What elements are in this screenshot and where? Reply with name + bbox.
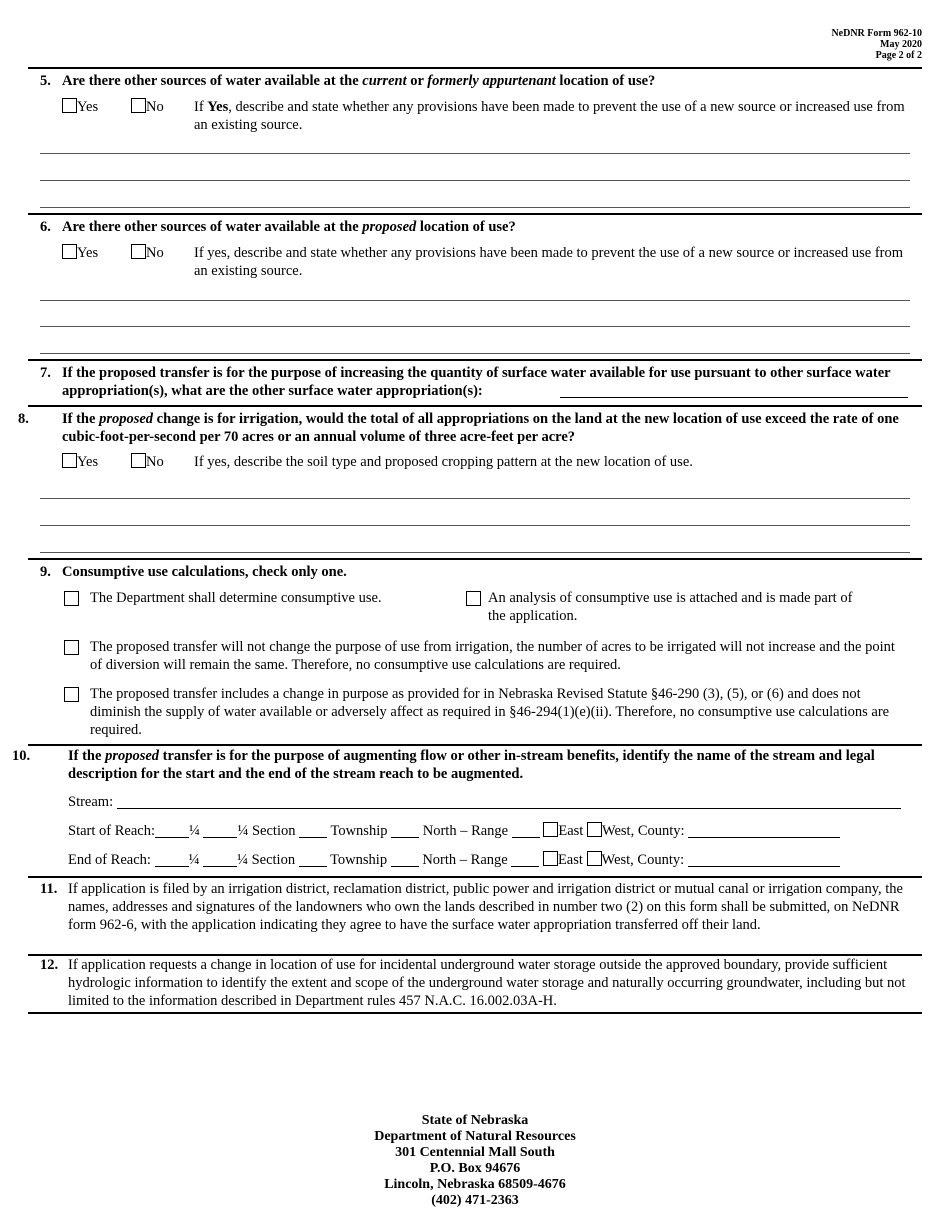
q9-option-change-purpose-checkbox[interactable] (64, 687, 79, 702)
q6-answer-line-1[interactable] (40, 300, 910, 301)
question-7: 7. If the proposed transfer is for the purpose of increasing the quantity of surface water available for use pursuant to other surface water appropriation(s), what are the other surface water appropriation(s): (40, 365, 891, 399)
start-east-checkbox[interactable] (543, 822, 558, 837)
q9-option-department-checkbox[interactable] (64, 591, 79, 606)
end-quarter-field[interactable] (155, 852, 189, 867)
q5-no-option[interactable]: No (131, 98, 164, 116)
start-section-field[interactable] (299, 823, 327, 838)
q9-option-no-change[interactable]: The proposed transfer will not change the purpose of use from irrigation, the number of acres to be irrigated will not increase and the point of diversion will remain the same. Therefore, no consumptive use calculations are required. (64, 638, 910, 678)
question-9: 9. Consumptive use calculations, check only one. (40, 564, 347, 580)
divider (28, 359, 922, 361)
q5-answer-line-2[interactable] (40, 180, 910, 181)
footer-po-box: P.O. Box 94676 (429, 1161, 521, 1176)
end-west-checkbox[interactable] (587, 851, 602, 866)
divider (28, 876, 922, 878)
divider (28, 1012, 922, 1014)
q6-yes-option[interactable]: Yes (62, 244, 98, 262)
start-of-reach-row: Start of Reach: ¼ ¼ Section Township North – Range East West, County: (68, 822, 840, 840)
footer-department: Department of Natural Resources (374, 1129, 576, 1144)
stream-name-field[interactable] (117, 794, 901, 809)
start-township-field[interactable] (391, 823, 419, 838)
q5-answer-line-1[interactable] (40, 153, 910, 154)
start-west-checkbox[interactable] (587, 822, 602, 837)
q6-no-option[interactable]: No (131, 244, 164, 262)
end-county-field[interactable] (688, 852, 840, 867)
divider (28, 67, 922, 69)
end-east-checkbox[interactable] (543, 851, 558, 866)
q5-no-checkbox[interactable] (131, 98, 146, 113)
q8-no-checkbox[interactable] (131, 453, 146, 468)
start-quarter-field[interactable] (155, 823, 189, 838)
footer-street: 301 Centennial Mall South (395, 1145, 555, 1160)
item-11: 11. If application is filed by an irrigation district, reclamation district, public power and irrigation district or mutual canal or irrigation company, the names, addresses and signatures of the landowners who own the lands described in number two (2) on this form shall be submitted, on NeDNR form 962-6, with the application indicating they agree to have the surface water appropriation transferred off their land. (40, 881, 903, 933)
stream-row: Stream: (68, 793, 908, 811)
form-header (831, 28, 922, 61)
q7-answer-field[interactable] (560, 397, 908, 398)
footer-phone: (402) 471-2363 (431, 1193, 519, 1208)
start-quarter-section-field[interactable] (203, 823, 237, 838)
q8-yes-checkbox[interactable] (62, 453, 77, 468)
q6-yes-checkbox[interactable] (62, 244, 77, 259)
end-of-reach-row: End of Reach: ¼ ¼ Section Township North – Range East West, County: (68, 851, 840, 869)
footer-state: State of Nebraska (421, 1113, 529, 1128)
question-6: 6. Are there other sources of water available at the proposed location of use? (40, 219, 516, 235)
divider (28, 213, 922, 215)
page-number: Page 2 of 2 (875, 50, 922, 61)
q8-yes-option[interactable]: Yes (62, 453, 98, 471)
question-10: 10. If the proposed transfer is for the purpose of augmenting flow or other in-stream benefits, identify the name of the stream and legal description for the start and the end of the stream reach to be augmented. (12, 748, 875, 782)
q9-option-change-purpose[interactable]: The proposed transfer includes a change in purpose as provided for in Nebraska Revised Statute §46-290 (3), (5), or (6) and does not diminish the supply of water available or adversely affect as required in §46-294(1)(e)(ii). Therefore, no consumptive use calculations are required. (64, 685, 910, 741)
q5-answer-line-3[interactable] (40, 207, 910, 208)
q9-option-no-change-checkbox[interactable] (64, 640, 79, 655)
q6-answer-line-3[interactable] (40, 353, 910, 354)
start-range-field[interactable] (512, 823, 540, 838)
item-12: 12. If application requests a change in location of use for incidental underground water storage outside the approved boundary, provide sufficient hydrologic information to identify the extent and scope of the underground water storage and naturally occurring groundwater, including but not limited to the information described in Department rules 457 N.A.C. 16.002.03A-H. (40, 957, 906, 1009)
q9-option-analysis-checkbox[interactable] (466, 591, 481, 606)
end-section-field[interactable] (299, 852, 327, 867)
q8-description: If yes, describe the soil type and proposed cropping pattern at the new location of use. (194, 454, 693, 470)
q8-no-option[interactable]: No (131, 453, 164, 471)
q9-option-analysis[interactable]: An analysis of consumptive use is attached and is made part of the application. (466, 589, 886, 629)
q6-description: If yes, describe and state whether any provisions have been made to prevent the use of a new source or increased use from an existing source. (194, 245, 904, 279)
start-county-field[interactable] (688, 823, 840, 838)
end-quarter-section-field[interactable] (203, 852, 237, 867)
q6-answer-line-2[interactable] (40, 326, 910, 327)
q5-yes-checkbox[interactable] (62, 98, 77, 113)
end-township-field[interactable] (391, 852, 419, 867)
q6-no-checkbox[interactable] (131, 244, 146, 259)
question-5: 5. Are there other sources of water available at the current or formerly appurtenant location of use? (40, 73, 656, 89)
divider (28, 405, 922, 407)
divider (28, 558, 922, 560)
q8-answer-line-3[interactable] (40, 552, 910, 553)
q8-answer-line-2[interactable] (40, 525, 910, 526)
q5-description: If Yes, describe and state whether any provisions have been made to prevent the use of a new source or increased use from an existing source. (194, 99, 905, 133)
q5-yes-option[interactable]: Yes (62, 98, 98, 116)
form-id: NeDNR Form 962-10 (831, 28, 922, 39)
footer-city: Lincoln, Nebraska 68509-4676 (384, 1177, 566, 1192)
divider (28, 744, 922, 746)
q9-option-department[interactable]: The Department shall determine consumptive use. (64, 589, 444, 609)
q8-answer-line-1[interactable] (40, 498, 910, 499)
question-8: 8. If the proposed change is for irrigation, would the total of all appropriations on the land at the new location of use exceed the rate of one cubic-foot-per-second per 70 acres or an annual volume of three acre-feet per acre? (18, 411, 899, 445)
end-range-field[interactable] (511, 852, 539, 867)
agency-address-block (0, 1113, 950, 1209)
form-date: May 2020 (880, 39, 922, 50)
